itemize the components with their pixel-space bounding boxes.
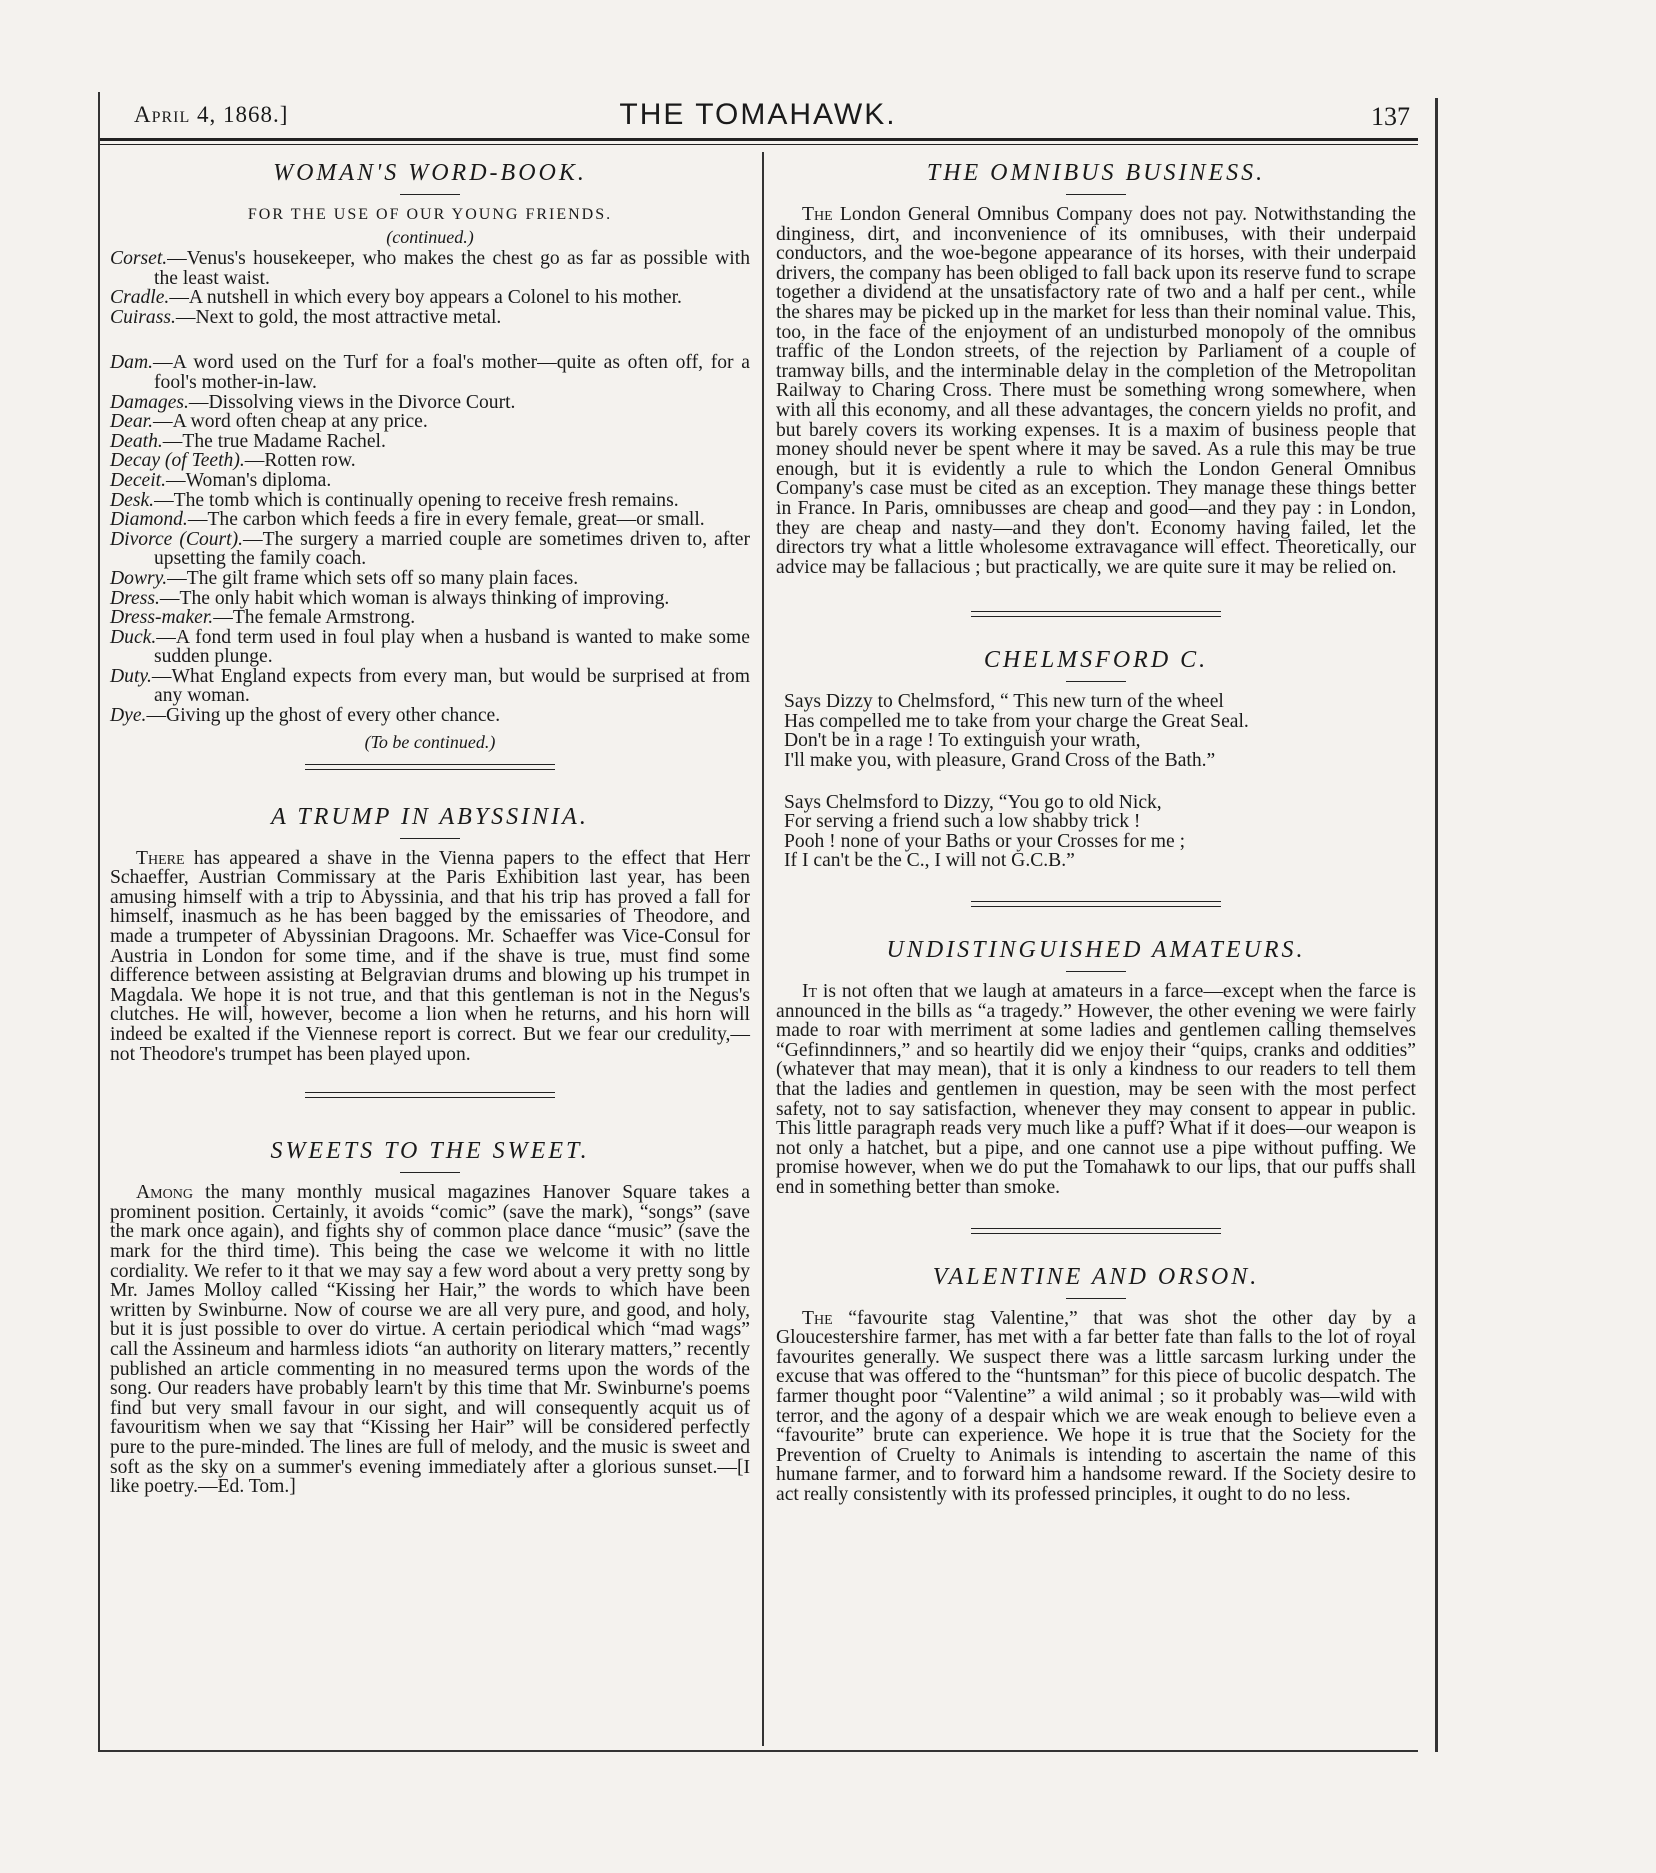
- article-body: [776, 982, 1416, 1198]
- word-entry: [110, 589, 750, 609]
- section-separator: [971, 1228, 1221, 1234]
- section-separator: [971, 901, 1221, 907]
- continued-note: (continued.): [386, 227, 474, 247]
- article-title: SWEETS TO THE SWEET.: [270, 1138, 590, 1165]
- entry-term: Damages.: [110, 391, 189, 413]
- article-body: [776, 205, 1416, 577]
- title-rule: [400, 838, 460, 839]
- entry-definition: —Woman's diploma.: [166, 469, 332, 491]
- lead-word: Among: [136, 1182, 193, 1204]
- article-title: VALENTINE AND ORSON.: [932, 1263, 1260, 1290]
- poem-chelmsford: [776, 647, 1416, 871]
- title-rule: [1066, 681, 1126, 682]
- entry-term: Cuirass.: [110, 306, 176, 328]
- article-body: [110, 1183, 750, 1497]
- section-separator: [971, 611, 1221, 617]
- word-entry: [110, 288, 750, 308]
- frame-left-border: [98, 92, 100, 1752]
- entry-term: Diamond.: [110, 509, 188, 531]
- poem-line: Has compelled me to take from your charge the Great Seal.: [784, 710, 1249, 732]
- header-rule: [98, 138, 1418, 141]
- poem-stanza-1: [776, 692, 1416, 770]
- entries-gap: [110, 327, 750, 353]
- entry-term: Deceit.: [110, 469, 167, 491]
- word-entry: [110, 412, 750, 432]
- entry-definition: —Next to gold, the most attractive metal.: [175, 306, 502, 328]
- body-text: London General Omnibus Company does not pay. Notwithstanding the dinginess, dirt, and inconvenience of its omnibuses, with their underpaid conductors, and the woe-begone appearance of its horses, with their underpaid drivers, the company has been obliged to fall back upon its reserve fund to scrape together a dividend at the unsatisfactory rate of two and a half per cent., while the shares may be picked up in the market for less than their nominal value. This, too, in the face of the enjoyment of an undisturbed monopoly of the omnibus traffic of the London streets, of the rejection by Parliament of a couple of tramway bills, and the interminable delay in the completion of the Metropolitan Railway to Charing Cross. There must be something wrong somewhere, when with all this economy, and all these advantages, the concern yields no profit, and but barely covers its working expenses. It is a maxim of business people that money should never be spent where it may be saved. As a rule this may be true enough, but it is evidently a rule to which the London General Omnibus Company's case must be cited as an exception. They manage these things better in France. In Paris, omnibusses are cheap and good—and they pay : in London, they are cheap and nasty—and they don't. Economy having failed, let the directors try what a little wholesome extravagance will effect. Theoretically, our advice may be fallacious ; but practically, we are quite sure it may be relied on.: [776, 204, 1416, 578]
- frame-right-border: [1435, 98, 1438, 1752]
- article-title: UNDISTINGUISHED AMATEURS.: [886, 937, 1306, 964]
- entry-definition: —The carbon which feeds a fire in every female, great—or small.: [187, 509, 705, 531]
- entry-definition: —The gilt frame which sets off so many plain faces.: [167, 567, 579, 589]
- article-body: [776, 1309, 1416, 1505]
- entry-term: Corset.: [110, 248, 168, 269]
- word-entry: [110, 393, 750, 413]
- word-entry: [110, 432, 750, 452]
- word-entry: [110, 628, 750, 667]
- poem-line: Pooh ! none of your Baths or your Crosses for me ;: [784, 830, 1186, 852]
- word-entry: [110, 510, 750, 530]
- entry-definition: —A word often cheap at any price.: [153, 411, 428, 433]
- entry-term: Duck.: [110, 626, 157, 648]
- body-text: the many monthly musical magazines Hanover Square takes a prominent position. Certainly, it avoids “comic” (save the mark), “songs” (save the mark once again), and fights shy of common place dance “music” (save the mark for the third time). This being the case we welcome it with no little cordiality. We refer to it that we may say a few word about a very pretty song by Mr. James Molloy called “Kissing her Hair,” the words to which have been written by Swinburne. Now of course we are all very pure, and good, and holy, but it is just possible to over do virtue. A certain periodical which “mad wags” call the Assineum and harmless idiots “an authority on literary matters,” recently published an article commenting in no measured terms upon the words of the song. Our readers have probably learn't by this time that Mr. Swinburne's poems find but very small favour in our sight, and will consequently acquit us of favouritism when we say that “Kissing her Hair” will be considered perfectly pure to the pure-minded. The lines are full of melody, and the music is sweet and soft as the sky on a summer's evening immediately after a glorious sunset.—[I like poetry.—Ed. Tom.]: [110, 1182, 750, 1498]
- entry-term: Desk.: [110, 489, 155, 511]
- title-rule: [1066, 194, 1126, 195]
- entry-definition: —A word used on the Turf for a foal's mother—quite as often off, for a fool's mother-in-law.: [153, 352, 750, 393]
- to-be-continued-note: (To be continued.): [364, 731, 496, 752]
- page-header: [98, 92, 1418, 148]
- word-entry: [110, 608, 750, 628]
- header-date: April 4, 1868.]: [134, 102, 289, 127]
- body-text: is not often that we laugh at amateurs in a farce—except when the farce is announced in the bills as “a tragedy.” However, the other evening we were fairly made to roar with merriment at some ladies and gentlemen calling themselves “Gefinndinners,” and so heartily did we enjoy their “quips, cranks and oddities” (whatever that may mean), that it is only a kindness to our readers to tell them that the ladies and gentlemen in question, may be seen with the most perfect safety, not to say satisfaction, whenever they may consent to appear in public. This little paragraph reads very much like a puff? What if it does—our weapon is not only a hatchet, but a pipe, and one cannot use a pipe without puffing. We promise however, when we do put the Tomahawk to our lips, that our puffs shall end in something better than smoke.: [776, 981, 1416, 1198]
- entry-definition: —The female Armstrong.: [213, 607, 416, 629]
- lead-word: The: [802, 1307, 833, 1329]
- article-valentine-and-orson: [776, 1264, 1416, 1505]
- header-title: THE TOMAHAWK.: [619, 98, 897, 131]
- stanza-gap: [776, 771, 1416, 793]
- header-page-number: 137: [1371, 102, 1410, 131]
- article-title: CHELMSFORD C.: [983, 647, 1209, 674]
- entry-term: Dye.: [110, 705, 147, 727]
- article-title: A TRUMP IN ABYSSINIA.: [271, 803, 589, 830]
- entry-definition: —Dissolving views in the Divorce Court.: [188, 391, 516, 413]
- entry-definition: —Giving up the ghost of every other chance.: [146, 705, 501, 727]
- newspaper-page: [98, 92, 1418, 1752]
- lead-word: The: [802, 204, 833, 225]
- poem-line: Says Chelmsford to Dizzy, “You go to old Nick,: [784, 791, 1162, 813]
- article-trump-in-abyssinia: [110, 804, 750, 1065]
- word-entry: [110, 530, 750, 569]
- poem-line: If I can't be the C., I will not G.C.B.”: [784, 850, 1075, 872]
- word-entry: [110, 706, 750, 726]
- entry-definition: —The tomb which is continually opening to receive fresh remains.: [154, 489, 679, 511]
- header-rule-thin: [98, 144, 1418, 145]
- entry-definition: —The surgery a married couple are sometimes driven to, after upsetting the family coach.: [154, 528, 750, 570]
- entry-term: Dam.: [110, 352, 153, 374]
- poem-line: Says Dizzy to Chelmsford, “ This new turn of the wheel: [784, 691, 1224, 713]
- entry-term: Dress-maker.: [110, 607, 214, 629]
- entry-definition: —Venus's housekeeper, who makes the chest go as far as possible with the least waist.: [154, 248, 750, 289]
- right-column: [776, 160, 1416, 1505]
- title-rule: [1066, 1298, 1126, 1299]
- entry-definition: —The only habit which woman is always thinking of improving.: [159, 587, 670, 609]
- word-entry: [110, 249, 750, 288]
- left-column: [110, 160, 750, 1497]
- article-omnibus-business: [776, 160, 1416, 577]
- entry-definition: —The true Madame Rachel.: [162, 430, 386, 452]
- section-separator: [305, 1092, 555, 1098]
- entries-c-list: [110, 249, 750, 327]
- column-divider: [762, 152, 764, 1746]
- entry-term: Divorce (Court).: [110, 528, 244, 550]
- entry-definition: —A fond term used in foul play when a husband is wanted to make some sudden plunge.: [154, 626, 750, 668]
- entry-definition: —Rotten row.: [244, 450, 356, 472]
- lead-word: It: [802, 981, 818, 1003]
- entry-term: Dear.: [110, 411, 153, 433]
- poem-line: I'll make you, with pleasure, Grand Cross of the Bath.”: [784, 750, 1216, 772]
- entry-term: Death.: [110, 430, 163, 452]
- word-entry: [110, 451, 750, 471]
- entry-term: Duty.: [110, 665, 152, 687]
- word-entry: [110, 491, 750, 511]
- poem-stanza-2: [776, 793, 1416, 871]
- title-rule: [400, 194, 460, 195]
- entries-d-list: [110, 353, 750, 725]
- entry-definition: —What England expects from every man, but would be surprised at from any woman.: [151, 665, 750, 707]
- article-womans-word-book: [110, 160, 750, 752]
- body-text: has appeared a shave in the Vienna papers to the effect that Herr Schaeffer, Austrian Commissary at the Paris Exhibition last year, has been amusing himself with a trip to Abyssinia, and that his trip has proved a fall for himself, inasmuch as he has been bagged by the emissaries of Theodore, and made a trumpeter of Abyssinian Dragoons. Mr. Schaeffer was Vice-Consul for Austria in London for some time, and if the shave is true, must find some difference between assisting at Belgravian drums and blowing up his trumpet in Magdala. We hope it is not true, and that this gentleman is not in the Negus's clutches. He will, however, become a lion when he returns, and his horn will indeed be exalted if the Viennese report is correct. But we fear our credulity,—not Theodore's trumpet has been played upon.: [110, 847, 750, 1065]
- poem-line: Don't be in a rage ! To extinguish your wrath,: [784, 730, 1141, 752]
- lead-word: There: [136, 847, 185, 869]
- entry-term: Decay (of Teeth).: [110, 450, 245, 472]
- word-entry: [110, 471, 750, 491]
- entry-term: Cradle.: [110, 287, 170, 309]
- word-entry: [110, 353, 750, 392]
- frame-bottom-border: [98, 1750, 1418, 1752]
- word-entry: [110, 667, 750, 706]
- section-separator: [305, 764, 555, 770]
- entry-term: Dress.: [110, 587, 160, 609]
- entry-definition: —A nutshell in which every boy appears a Colonel to his mother.: [169, 287, 682, 309]
- article-title: THE OMNIBUS BUSINESS.: [926, 160, 1266, 186]
- entry-term: Dowry.: [110, 567, 168, 589]
- article-subtitle: FOR THE USE OF OUR YOUNG FRIENDS.: [247, 206, 613, 223]
- article-title: WOMAN'S WORD-BOOK.: [273, 160, 587, 186]
- title-rule: [400, 1172, 460, 1173]
- word-entry: [110, 308, 750, 328]
- article-body: [110, 849, 750, 1065]
- body-text: “favourite stag Valentine,” that was shot the other day by a Gloucestershire farmer, has met with a far better fate than falls to the lot of royal favourites generally. We suspect there was a little sarcasm lurking under the excuse that was offered to the “huntsman” for this piece of bucolic despatch. The farmer thought poor “Valentine” a wild animal ; so it probably was—wild with terror, and the agony of a despair which we are weak enough to believe even a “favourite” brute can experience. We hope it is true that the Society for the Prevention of Cruelty to Animals is intending to ascertain the name of this humane farmer, and to forward him a handsome reward. If the Society desire to act really consistently with its professed principles, it ought to do no less.: [776, 1307, 1416, 1505]
- word-entry: [110, 569, 750, 589]
- title-rule: [1066, 971, 1126, 972]
- poem-line: For serving a friend such a low shabby trick !: [784, 811, 1141, 833]
- article-sweets-to-the-sweet: [110, 1138, 750, 1497]
- article-undistinguished-amateurs: [776, 937, 1416, 1198]
